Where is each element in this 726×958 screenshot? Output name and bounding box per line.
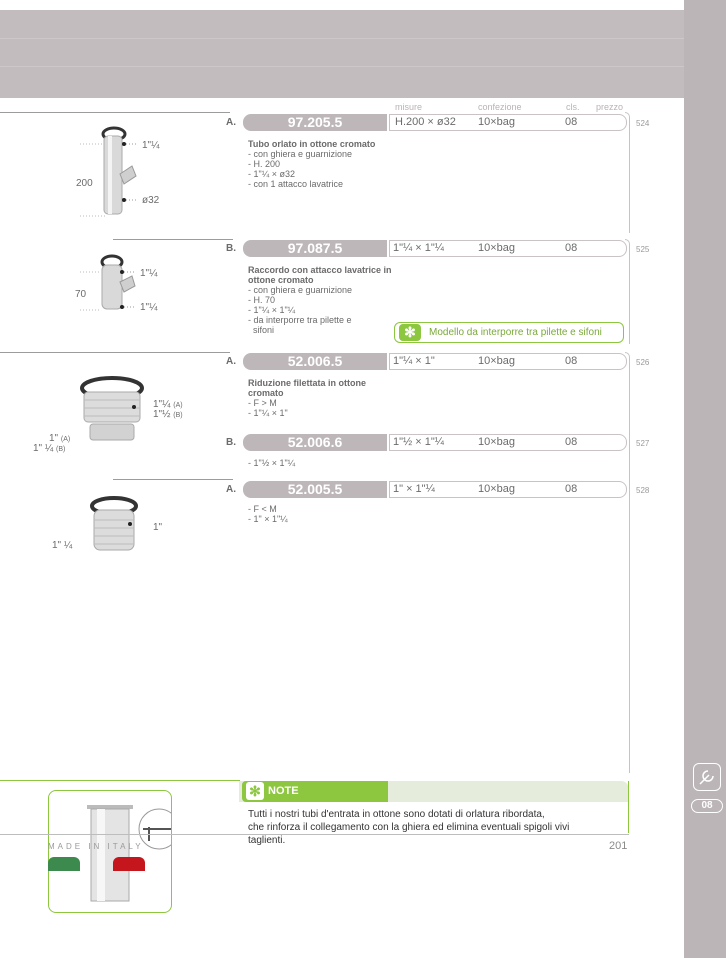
dim-label: 1" ¼ (B) [33,443,66,454]
divider [0,112,230,113]
dim-label: 1"¼ (A) [153,399,183,410]
desc-line: - 1"½ × 1"¼ [248,458,296,468]
row-letter: B. [226,437,236,448]
ref-number: 524 [636,119,650,128]
col-cls: cls. [566,102,580,112]
ref-number: 527 [636,439,650,448]
row-bracket [625,112,630,233]
confezione-value: 10×bag [478,436,516,448]
col-misure: misure [395,102,423,112]
model-note-text: Modello da interporre tra pilette e sifoni [429,327,602,338]
row-bracket [625,239,630,344]
asterisk-icon: ✻ [246,782,264,800]
product-code: 97.205.5 [243,114,387,131]
confezione-value: 10×bag [478,116,516,128]
model-note [394,322,624,343]
product-image-nipple [80,494,150,558]
desc-line: - 1"¼ × 1" [248,408,288,418]
made-in-italy: MADE IN ITALY [48,842,144,851]
desc-line: sifoni [248,325,275,335]
side-band [684,0,726,958]
misure-value: H.200 × ø32 [395,116,456,128]
desc-line: - con 1 attacco lavatrice [248,179,344,189]
section-tab[interactable]: 08 [691,799,723,813]
cls-value: 08 [565,436,578,448]
note-label [242,781,388,802]
desc-title: Tubo orlato in ottone cromato [248,139,376,149]
divider [113,479,233,480]
cls-value: 08 [565,355,578,367]
product-code: 52.006.6 [243,434,387,451]
page-number: 201 [609,840,628,852]
product-code: 52.005.5 [243,481,387,498]
dim-label: 1"¼ [140,302,158,313]
dim-label: 1"¼ [142,140,160,151]
product-code: 97.087.5 [243,240,387,257]
confezione-value: 10×bag [478,483,516,495]
desc-line: - H. 200 [248,159,281,169]
confezione-value: 10×bag [478,355,516,367]
product-image-reducer [70,374,160,446]
description [248,378,393,418]
divider [0,352,230,353]
ref-number: 526 [636,358,650,367]
product-image-fitting [80,252,160,332]
desc-line: - con ghiera e guarnizione [248,149,353,159]
asterisk-icon: ✻ [399,324,421,341]
row-letter: A. [226,484,236,495]
description [248,139,393,189]
ref-number: 528 [636,486,650,495]
divider [113,239,233,240]
description [248,504,288,524]
misure-value: 1"½ × 1"¼ [393,436,444,448]
dim-label: 1"½ (B) [153,409,183,420]
note-label-text: NOTE [268,785,299,797]
dim-label: 1"¼ [140,268,158,279]
note-image [48,790,172,913]
desc-title: Riduzione filettata in ottone cromato [248,378,366,398]
dim-label: 1" (A) [49,433,71,444]
note-divider [0,780,240,781]
dim-label: 200 [76,178,93,189]
note-bracket [628,781,629,833]
col-prezzo: prezzo [596,102,624,112]
note-text: Tutti i nostri tubi d'entrata in ottone sono dotati di orlatura ribordata, che rinforza il collegamento con la ghiera ed elimina eventuali spigoli vivi taglienti. [248,809,570,846]
desc-line: - con ghiera e guarnizione [248,285,353,295]
product-code: 52.006.5 [243,353,387,370]
col-confezione: confezione [478,102,522,112]
row-letter: A. [226,356,236,367]
desc-line: - 1" × 1"¼ [248,514,288,524]
header-band [0,10,684,98]
cls-value: 08 [565,483,578,495]
cls-value: 08 [565,116,578,128]
dim-label: ø32 [142,195,160,206]
desc-title: Raccordo con attacco lavatrice in ottone cromato [248,265,392,285]
desc-line: - H. 70 [248,295,276,305]
desc-line: - F < M [248,504,277,514]
flag-green [48,857,80,871]
misure-value: 1"¼ × 1" [393,355,435,367]
row-letter: A. [226,117,236,128]
misure-value: 1" × 1"¼ [393,483,435,495]
misure-value: 1"¼ × 1"¼ [393,242,444,254]
ref-number: 525 [636,245,650,254]
description [248,265,393,335]
confezione-value: 10×bag [478,242,516,254]
desc-line: - F > M [248,398,277,408]
desc-line: - 1"¼ × ø32 [248,169,295,179]
desc-line: - 1"¼ × 1"¼ [248,305,296,315]
flag-red [113,857,145,871]
dim-label: 70 [75,289,87,300]
dim-label: 1" [153,522,163,533]
cls-value: 08 [565,242,578,254]
row-letter: B. [226,243,236,254]
wrench-icon [693,763,721,791]
footer-divider [0,834,629,835]
desc-line: - da interporre tra pilette e [248,315,352,325]
product-image-tube [70,124,180,224]
row-bracket [625,352,630,773]
dim-label: 1" ¼ [52,540,73,551]
